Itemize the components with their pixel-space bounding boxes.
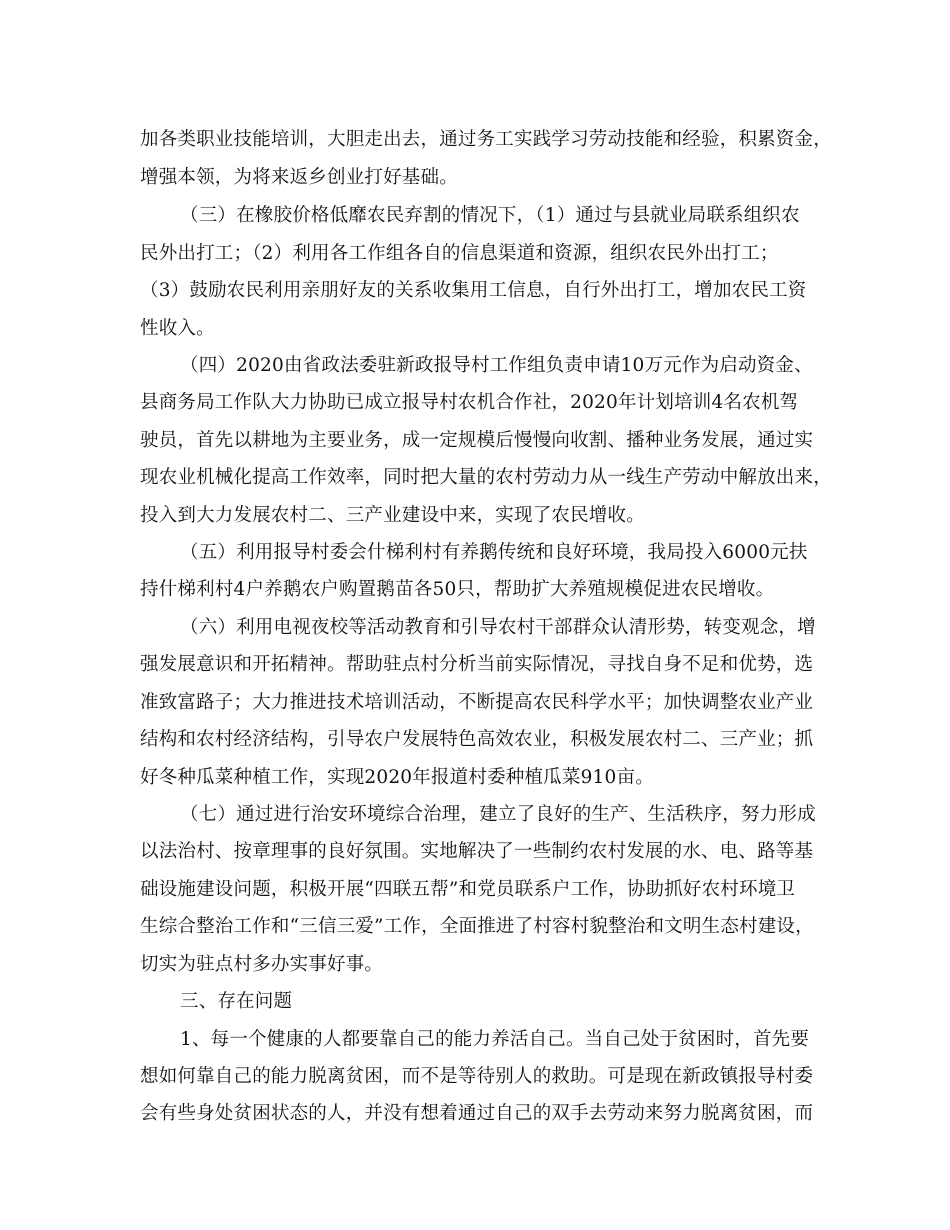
paragraph-3-line-1: （三）在橡胶价格低靡农民弃割的情况下，（1）通过与县就业局联系组织农 bbox=[180, 205, 800, 226]
paragraph-4-line-1: （四）2020由省政法委驻新政报导村工作组负责申请10万元作为启动资金、 bbox=[180, 355, 813, 376]
paragraph-4-line-3: 驶员，首先以耕地为主要业务，成一定规模后慢慢向收割、播种业务发展，通过实 bbox=[140, 430, 814, 451]
paragraph-7-line-3: 础设施建设问题，积极开展“四联五帮”和党员联系户工作，协助抓好农村环境卫 bbox=[140, 879, 796, 900]
paragraph-6-line-5: 好冬种瓜菜种植工作，实现2020年报道村委种植瓜菜910亩。 bbox=[140, 767, 654, 788]
paragraph-3-line-3: （3）鼓励农民利用亲朋好友的关系收集用工信息，自行外出打工，增加农民工资 bbox=[140, 280, 807, 301]
paragraph-4-line-2: 县商务局工作队大力协助已成立报导村农机合作社，2020年计划培训4名农机驾 bbox=[140, 392, 799, 413]
paragraph-6-line-3: 准致富路子；大力推进技术培训活动，不断提高农民科学水平；加快调整农业产业 bbox=[140, 692, 814, 713]
paragraph-7-line-5: 切实为驻点村多办实事好事。 bbox=[140, 954, 384, 975]
paragraph-3-line-4: 性收入。 bbox=[140, 318, 215, 339]
paragraph-5-line-2: 持什梯利村4户养鹅农户购置鹅苗各50只，帮助扩大养殖规模促进农民增收。 bbox=[140, 579, 775, 600]
paragraph-6-line-4: 结构和农村经济结构，引导农户发展特色高效农业，积极发展农村二、三产业；抓 bbox=[140, 729, 814, 750]
paragraph-4-line-4: 现农业机械化提高工作效率，同时把大量的农村劳动力从一线生产劳动中解放出来， bbox=[140, 467, 832, 488]
paragraph-5-line-1: （五）利用报导村委会什梯利村有养鹅传统和良好环境，我局投入6000元扶 bbox=[180, 542, 808, 563]
paragraph-7-line-1: （七）通过进行治安环境综合治理，建立了良好的生产、生活秩序，努力形成 bbox=[180, 804, 816, 825]
paragraph-4-line-5: 投入到大力发展农村二、三产业建设中来，实现了农民增收。 bbox=[140, 505, 645, 526]
paragraph-6-line-2: 强发展意识和开拓精神。帮助驻点村分析当前实际情况，寻找自身不足和优势，选 bbox=[140, 654, 814, 675]
section-heading-problems: 三、存在问题 bbox=[180, 991, 293, 1012]
text-line-2: 增强本领，为将来返乡创业打好基础。 bbox=[140, 167, 458, 188]
paragraph-6-line-1: （六）利用电视夜校等活动教育和引导农村干部群众认清形势，转变观念，增 bbox=[180, 617, 816, 638]
paragraph-8-line-1: 1、每一个健康的人都要靠自己的能力养活自己。当自己处于贫困时，首先要 bbox=[180, 1029, 810, 1050]
text-line-1: 加各类职业技能培训，大胆走出去，通过务工实践学习劳动技能和经验，积累资金， bbox=[140, 129, 832, 150]
paragraph-8-line-3: 会有些身处贫困状态的人，并没有想着通过自己的双手去劳动来努力脱离贫困，而 bbox=[140, 1103, 814, 1124]
paragraph-8-line-2: 想如何靠自己的能力脱离贫困，而不是等待别人的救助。可是现在新政镇报导村委 bbox=[140, 1066, 814, 1087]
paragraph-7-line-2: 以法治村、按章理事的良好氛围。实地解决了一些制约农村发展的水、电、路等基 bbox=[140, 841, 814, 862]
paragraph-3-line-2: 民外出打工；（2）利用各工作组各自的信息渠道和资源，组织农民外出打工； bbox=[140, 243, 779, 264]
paragraph-7-line-4: 生综合整治工作和“三信三爱”工作，全面推进了村容村貌整治和文明生态村建设， bbox=[140, 916, 814, 937]
